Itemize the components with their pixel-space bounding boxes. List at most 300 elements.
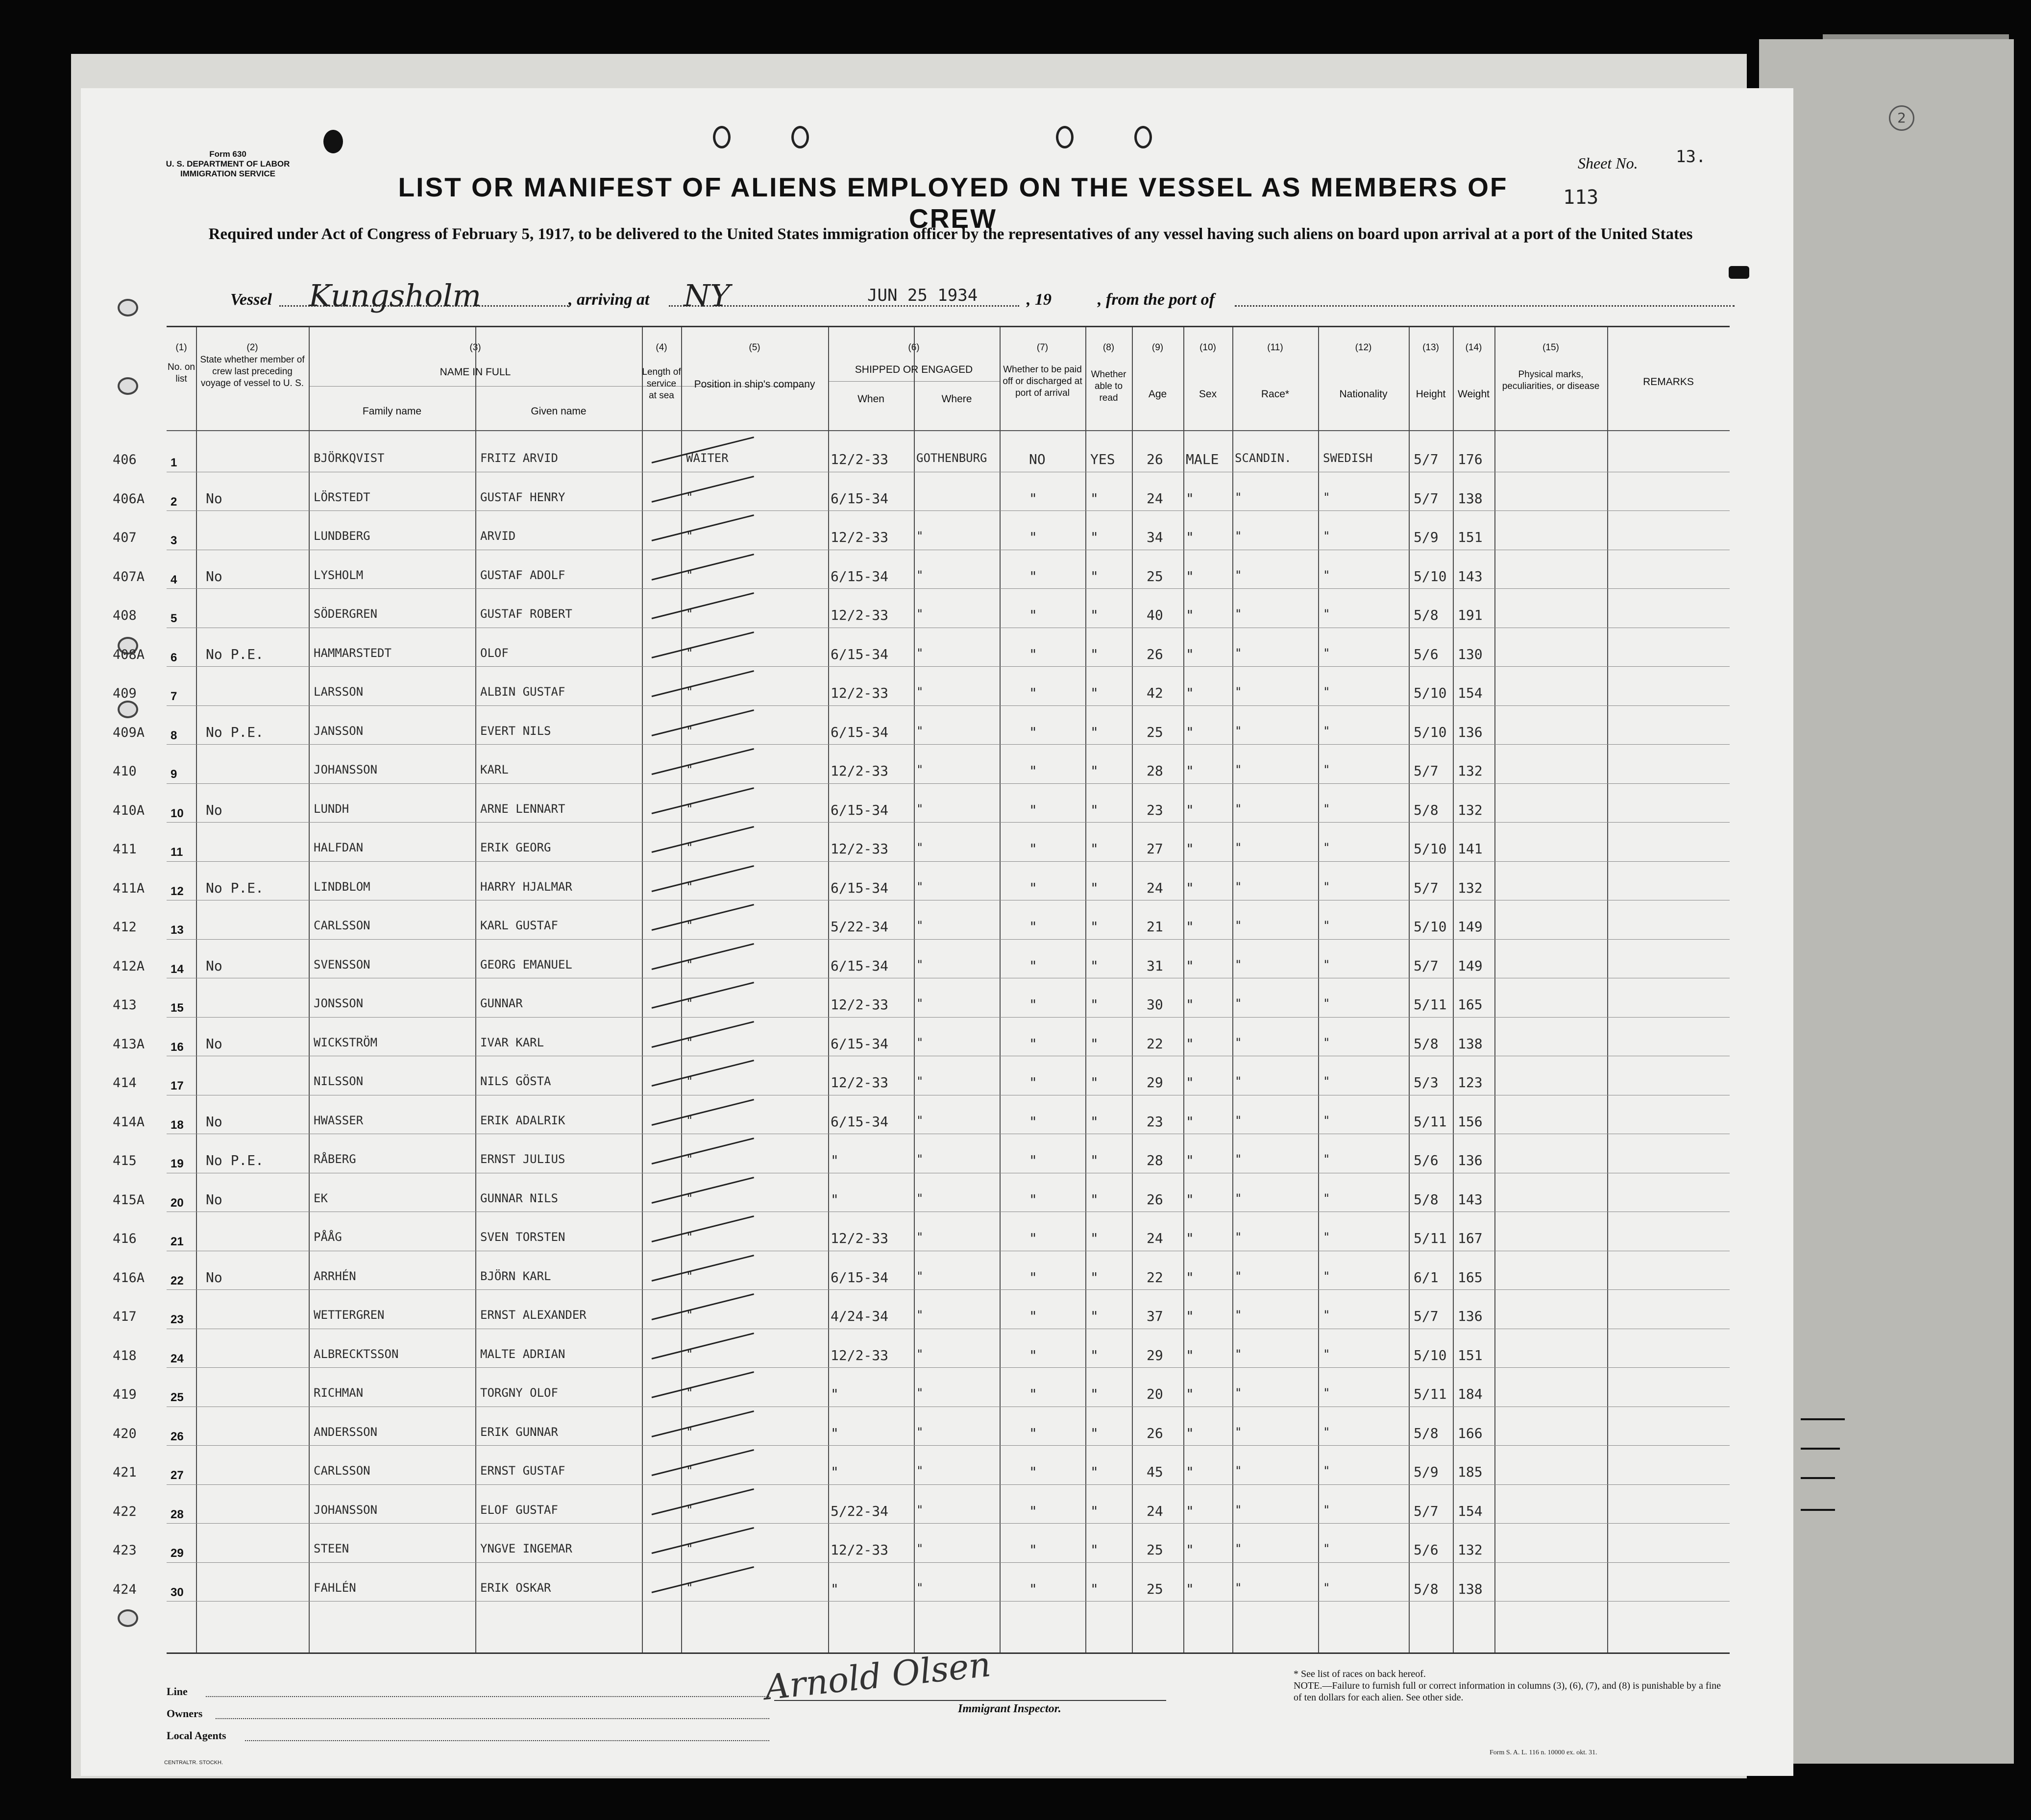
shipped-where-cell: " <box>916 996 924 1010</box>
able-to-read-cell: " <box>1090 724 1099 740</box>
given-name-cell: GUNNAR NILS <box>480 1191 558 1205</box>
family-name-cell: ARRHÉN <box>314 1269 356 1283</box>
row-number: 26 <box>171 1430 184 1443</box>
given-name-cell: ERNST JULIUS <box>480 1152 565 1166</box>
height-cell: 5/8 <box>1414 1580 1439 1597</box>
table-row <box>113 1367 1730 1406</box>
position-cell: " <box>686 1074 693 1088</box>
shipped-when-cell: 12/2-33 <box>831 529 889 545</box>
weight-cell: 165 <box>1458 1269 1483 1286</box>
service-length-stroke <box>652 670 754 697</box>
side-hole <box>118 701 138 718</box>
age-cell: 24 <box>1147 879 1163 896</box>
given-name-cell: KARL GUSTAF <box>480 919 558 932</box>
weight-cell: 138 <box>1458 1580 1483 1597</box>
margin-number: 423 <box>113 1543 137 1558</box>
local-agents-label: Local Agents <box>167 1729 226 1742</box>
paid-off-cell: " <box>1029 763 1037 779</box>
position-cell: " <box>686 1230 693 1244</box>
nationality-cell: " <box>1323 801 1330 816</box>
position-cell: " <box>686 1503 693 1517</box>
shipped-where-cell: " <box>916 646 924 660</box>
col9-number: (9) <box>1151 342 1164 353</box>
nationality-cell: " <box>1323 1542 1330 1555</box>
from-port-label: , from the port of <box>1098 291 1215 309</box>
margin-number: 420 <box>113 1426 137 1441</box>
weight-cell: 166 <box>1458 1425 1483 1441</box>
paid-off-cell: " <box>1029 879 1037 896</box>
position-cell: " <box>686 685 693 699</box>
margin-number: 416 <box>113 1231 137 1246</box>
paid-off-cell: " <box>1029 490 1037 507</box>
able-to-read-cell: " <box>1090 1347 1099 1363</box>
row-number: 30 <box>171 1585 184 1599</box>
row-number: 7 <box>171 690 177 703</box>
position-cell: " <box>686 879 693 894</box>
height-cell: 5/3 <box>1414 1074 1439 1091</box>
edge-mark <box>1801 1509 1835 1511</box>
year-label: , 19 <box>1027 291 1052 309</box>
table-row <box>113 510 1730 549</box>
able-to-read-cell: " <box>1090 1152 1099 1168</box>
shipped-when-cell: " <box>831 1386 839 1402</box>
shipped-where-cell: " <box>916 957 924 971</box>
race-cell: " <box>1235 801 1242 816</box>
weight-cell: 154 <box>1458 1503 1483 1519</box>
nationality-cell: " <box>1323 1152 1330 1166</box>
sex-cell: " <box>1186 1308 1194 1324</box>
service-length-stroke <box>652 1488 754 1515</box>
shipped-when-cell: 6/15-34 <box>831 646 889 662</box>
margin-number: 411 <box>113 842 137 857</box>
given-name-cell: ERIK GEORG <box>480 841 551 854</box>
age-cell: 24 <box>1147 1230 1163 1246</box>
race-cell: " <box>1235 1113 1242 1127</box>
paid-off-cell: " <box>1029 1113 1037 1130</box>
service-length-stroke <box>652 1410 754 1437</box>
weight-cell: 149 <box>1458 919 1483 935</box>
paid-off-cell: " <box>1029 685 1037 701</box>
shipped-when-cell: " <box>831 1464 839 1480</box>
position-cell: " <box>686 957 693 971</box>
row-rule <box>167 1601 1730 1602</box>
col7-header: Whether to be paid off or discharged at port of arrival <box>1003 364 1082 398</box>
table-row <box>113 1329 1730 1367</box>
shipped-when-cell: 6/15-34 <box>831 879 889 896</box>
family-name-cell: EK <box>314 1191 328 1205</box>
age-cell: 40 <box>1147 607 1163 623</box>
given-name-cell: HARRY HJALMAR <box>480 879 572 894</box>
family-name-cell: LARSSON <box>314 685 364 699</box>
nationality-cell: " <box>1323 1074 1330 1088</box>
height-cell: 5/11 <box>1414 1230 1447 1246</box>
weight-cell: 138 <box>1458 490 1483 507</box>
height-cell: 5/9 <box>1414 529 1439 545</box>
race-cell: " <box>1235 919 1242 932</box>
age-cell: 26 <box>1147 451 1163 467</box>
race-header: Race* <box>1261 388 1290 400</box>
side-hole <box>118 1609 138 1627</box>
previous-voyage-cell: No <box>206 490 222 507</box>
position-cell: " <box>686 1308 693 1322</box>
able-to-read-cell: " <box>1090 879 1099 896</box>
shipped-where-cell: " <box>916 1035 924 1049</box>
age-cell: 20 <box>1147 1386 1163 1402</box>
table-row <box>113 861 1730 900</box>
height-cell: 5/11 <box>1414 996 1447 1013</box>
family-name-cell: BJÖRKQVIST <box>314 451 385 465</box>
sex-cell: " <box>1186 957 1194 974</box>
shipped-when-cell: 12/2-33 <box>831 451 889 467</box>
table-row <box>113 1017 1730 1056</box>
age-cell: 25 <box>1147 1580 1163 1597</box>
height-cell: 5/7 <box>1414 1308 1439 1324</box>
able-to-read-cell: " <box>1090 490 1099 507</box>
age-cell: 26 <box>1147 1191 1163 1208</box>
paid-off-cell: " <box>1029 724 1037 740</box>
margin-number: 407A <box>113 569 145 584</box>
position-cell: " <box>686 996 693 1010</box>
sex-cell: " <box>1186 724 1194 740</box>
weight-cell: 136 <box>1458 1308 1483 1324</box>
row-number: 5 <box>171 612 177 625</box>
row-number: 12 <box>171 884 184 898</box>
position-cell: " <box>686 529 693 543</box>
sex-cell: " <box>1186 841 1194 857</box>
service-length-stroke <box>652 826 754 853</box>
able-to-read-cell: " <box>1090 607 1099 623</box>
given-name-cell: ERIK GUNNAR <box>480 1425 558 1439</box>
margin-number: 410A <box>113 802 145 818</box>
margin-number: 415A <box>113 1192 145 1208</box>
given-name-cell: NILS GÖSTA <box>480 1074 551 1088</box>
signature-line <box>774 1700 1166 1701</box>
sex-cell: " <box>1186 1425 1194 1441</box>
shipped-where-cell: GOTHENBURG <box>916 451 987 465</box>
sex-cell: " <box>1186 763 1194 779</box>
previous-voyage-cell: No <box>206 568 222 584</box>
nationality-cell: " <box>1323 724 1330 738</box>
able-to-read-cell: " <box>1090 841 1099 857</box>
age-cell: 45 <box>1147 1464 1163 1480</box>
margin-number: 414A <box>113 1114 145 1130</box>
race-cell: " <box>1235 1542 1242 1555</box>
sex-cell: " <box>1186 1386 1194 1402</box>
sex-cell: " <box>1186 1035 1194 1052</box>
page-title: LIST OR MANIFEST OF ALIENS EMPLOYED ON THE VESSEL AS MEMBERS OF CREW <box>398 172 1508 234</box>
race-cell: " <box>1235 1308 1242 1322</box>
row-number: 2 <box>171 495 177 509</box>
col7-number: (7) <box>1036 342 1049 353</box>
nationality-cell: " <box>1323 1113 1330 1127</box>
weight-cell: 151 <box>1458 1347 1483 1363</box>
row-number: 17 <box>171 1079 184 1092</box>
margin-number: 412A <box>113 958 145 974</box>
age-cell: 37 <box>1147 1308 1163 1324</box>
nationality-cell: " <box>1323 841 1330 854</box>
edge-mark <box>1801 1477 1835 1479</box>
table-row <box>113 822 1730 861</box>
race-cell: " <box>1235 1191 1242 1205</box>
weight-cell: 185 <box>1458 1464 1483 1480</box>
previous-voyage-cell: No <box>206 1269 222 1286</box>
shipped-where-cell: " <box>916 1503 924 1517</box>
service-length-stroke <box>652 1527 754 1554</box>
col2-number: (2) <box>246 342 258 353</box>
shipped-when-cell: 6/15-34 <box>831 1269 889 1286</box>
sex-cell: " <box>1186 1347 1194 1363</box>
paid-off-cell: " <box>1029 841 1037 857</box>
col11-number: (11) <box>1267 342 1283 353</box>
given-name-cell: ELOF GUSTAF <box>480 1503 558 1517</box>
nationality-cell: " <box>1323 1269 1330 1283</box>
paid-off-cell: " <box>1029 1074 1037 1091</box>
position-cell: " <box>686 1425 693 1439</box>
service-length-stroke <box>652 865 754 892</box>
nationality-cell: " <box>1323 996 1330 1010</box>
weight-cell: 132 <box>1458 1542 1483 1558</box>
height-cell: 5/8 <box>1414 1425 1439 1441</box>
arriving-label: , arriving at <box>568 291 650 309</box>
shipped-when-cell: 12/2-33 <box>831 996 889 1013</box>
shipped-where-cell: " <box>916 1347 924 1361</box>
service-length-stroke <box>652 787 754 814</box>
given-name-cell: TORGNY OLOF <box>480 1386 558 1400</box>
given-name-cell: GUSTAF HENRY <box>480 490 565 504</box>
paid-off-cell: " <box>1029 1035 1037 1052</box>
table-row <box>113 900 1730 939</box>
age-cell: 27 <box>1147 841 1163 857</box>
table-row <box>113 1523 1730 1562</box>
service-length-stroke <box>652 514 754 541</box>
position-cell: " <box>686 1386 693 1400</box>
age-cell: 25 <box>1147 1542 1163 1558</box>
given-name-cell: YNGVE INGEMAR <box>480 1542 572 1555</box>
race-cell: " <box>1235 996 1242 1010</box>
service-length-stroke <box>652 1177 754 1204</box>
sex-cell: " <box>1186 996 1194 1013</box>
family-name-cell: WETTERGREN <box>314 1308 385 1322</box>
nationality-cell: " <box>1323 607 1330 621</box>
nationality-cell: " <box>1323 1191 1330 1205</box>
sex-cell: " <box>1186 1542 1194 1558</box>
form-department: U. S. DEPARTMENT OF LABOR <box>166 159 290 169</box>
sheet-number-label: Sheet No. <box>1578 154 1638 172</box>
able-to-read-cell: " <box>1090 1269 1099 1286</box>
height-cell: 6/1 <box>1414 1269 1439 1286</box>
family-name-cell: LYSHOLM <box>314 568 364 582</box>
sex-cell: MALE <box>1186 451 1219 467</box>
sex-cell: " <box>1186 1113 1194 1130</box>
paid-off-cell: " <box>1029 1542 1037 1558</box>
punch-hole <box>1134 126 1152 148</box>
paid-off-cell: " <box>1029 1386 1037 1402</box>
weight-cell: 156 <box>1458 1113 1483 1130</box>
line-label: Line <box>167 1685 188 1698</box>
able-to-read-cell: " <box>1090 1464 1099 1480</box>
height-cell: 5/8 <box>1414 1035 1439 1052</box>
weight-cell: 143 <box>1458 568 1483 584</box>
family-name-cell: NILSSON <box>314 1074 364 1088</box>
able-to-read-cell: " <box>1090 1230 1099 1246</box>
age-cell: 28 <box>1147 763 1163 779</box>
owners-label: Owners <box>167 1707 203 1720</box>
table-row <box>113 744 1730 783</box>
position-cell: " <box>686 1191 693 1205</box>
service-length-stroke <box>652 554 754 581</box>
age-cell: 34 <box>1147 529 1163 545</box>
shipped-where-cell: " <box>916 1113 924 1127</box>
nationality-cell: " <box>1323 1308 1330 1322</box>
able-to-read-cell: " <box>1090 1503 1099 1519</box>
shipped-where-cell: " <box>916 841 924 854</box>
position-cell: " <box>686 1152 693 1166</box>
corner-page-mark: 2 <box>1889 105 1914 131</box>
vessel-dots <box>279 305 568 307</box>
sheet-handwritten-number: 113 <box>1563 186 1599 209</box>
race-cell: " <box>1235 957 1242 971</box>
paid-off-cell: " <box>1029 801 1037 818</box>
height-cell: 5/7 <box>1414 763 1439 779</box>
service-length-stroke <box>652 1255 754 1282</box>
service-length-stroke <box>652 1449 754 1476</box>
weight-cell: 132 <box>1458 763 1483 779</box>
row-number: 10 <box>171 806 184 820</box>
position-cell: " <box>686 1542 693 1555</box>
race-cell: " <box>1235 1425 1242 1439</box>
given-name-cell: ALBIN GUSTAF <box>480 685 565 699</box>
weight-cell: 136 <box>1458 724 1483 740</box>
service-length-stroke <box>652 982 754 1009</box>
weight-cell: 149 <box>1458 957 1483 974</box>
height-cell: 5/8 <box>1414 607 1439 623</box>
shipped-when-cell: 12/2-33 <box>831 1230 889 1246</box>
height-cell: 5/11 <box>1414 1113 1447 1130</box>
race-cell: " <box>1235 1269 1242 1283</box>
race-cell: " <box>1235 685 1242 699</box>
shipped-when-cell: 12/2-33 <box>831 763 889 779</box>
row-number: 27 <box>171 1469 184 1482</box>
sex-cell: " <box>1186 490 1194 507</box>
sex-cell: " <box>1186 685 1194 701</box>
nationality-cell: " <box>1323 646 1330 660</box>
able-to-read-cell: " <box>1090 919 1099 935</box>
row-number: 14 <box>171 962 184 976</box>
weight-cell: 138 <box>1458 1035 1483 1052</box>
sex-cell: " <box>1186 919 1194 935</box>
paid-off-cell: " <box>1029 529 1037 545</box>
previous-voyage-cell: No <box>206 1035 222 1052</box>
nationality-cell: " <box>1323 529 1330 543</box>
table-row <box>113 1484 1730 1523</box>
family-name-cell: JANSSON <box>314 724 364 738</box>
age-cell: 21 <box>1147 919 1163 935</box>
shipped-when-cell: " <box>831 1580 839 1597</box>
height-cell: 5/7 <box>1414 451 1439 467</box>
race-cell: " <box>1235 763 1242 777</box>
margin-number: 416A <box>113 1270 145 1286</box>
paid-off-cell: " <box>1029 1347 1037 1363</box>
previous-voyage-cell: No <box>206 801 222 818</box>
race-cell: " <box>1235 490 1242 504</box>
sex-cell: " <box>1186 1152 1194 1168</box>
table-row <box>113 1056 1730 1094</box>
shipped-where-cell: " <box>916 724 924 738</box>
shipped-where-cell: " <box>916 1308 924 1322</box>
table-row <box>113 1445 1730 1484</box>
race-cell: " <box>1235 646 1242 660</box>
previous-voyage-cell: No P.E. <box>206 1152 264 1168</box>
inspector-label: Immigrant Inspector. <box>958 1702 1061 1715</box>
nationality-cell: " <box>1323 879 1330 894</box>
given-name-cell: FRITZ ARVID <box>480 451 558 465</box>
shipped-where-cell: " <box>916 1230 924 1244</box>
given-name-header: Given name <box>531 406 587 417</box>
position-cell: " <box>686 801 693 816</box>
nationality-cell: " <box>1323 957 1330 971</box>
height-cell: 5/7 <box>1414 1503 1439 1519</box>
vessel-name: Kungsholm <box>309 278 482 314</box>
able-to-read-cell: " <box>1090 529 1099 545</box>
race-cell: " <box>1235 1230 1242 1244</box>
table-row <box>113 1134 1730 1172</box>
age-cell: 22 <box>1147 1269 1163 1286</box>
family-name-cell: CARLSSON <box>314 919 370 932</box>
given-name-cell: GUNNAR <box>480 996 523 1010</box>
able-to-read-cell: " <box>1090 1035 1099 1052</box>
col3-number: (3) <box>469 342 481 353</box>
row-number: 28 <box>171 1507 184 1521</box>
family-name-cell: ALBRECKTSSON <box>314 1347 399 1361</box>
paid-off-cell: " <box>1029 1425 1037 1441</box>
shipped-when-cell: 12/2-33 <box>831 685 889 701</box>
shipped-when-cell: 12/2-33 <box>831 1347 889 1363</box>
vessel-label: Vessel <box>230 291 272 309</box>
shipped-where-cell: " <box>916 1074 924 1088</box>
nationality-cell: " <box>1323 1425 1330 1439</box>
given-name-cell: KARL <box>480 763 509 777</box>
previous-voyage-cell: No <box>206 957 222 974</box>
given-name-cell: MALTE ADRIAN <box>480 1347 565 1361</box>
weight-cell: 130 <box>1458 646 1483 662</box>
given-name-cell: GUSTAF ROBERT <box>480 607 572 621</box>
service-length-stroke <box>652 709 754 736</box>
able-to-read-cell: " <box>1090 1074 1099 1091</box>
paper-stack-edge <box>1759 39 2014 1764</box>
sex-cell: " <box>1186 1503 1194 1519</box>
position-cell: " <box>686 1113 693 1127</box>
service-length-stroke <box>652 592 754 619</box>
height-cell: 5/10 <box>1414 685 1447 701</box>
weight-cell: 151 <box>1458 529 1483 545</box>
row-number: 29 <box>171 1547 184 1560</box>
nationality-cell: " <box>1323 685 1330 699</box>
sex-cell: " <box>1186 1464 1194 1480</box>
position-cell: " <box>686 1035 693 1049</box>
given-name-cell: GEORG EMANUEL <box>480 957 572 971</box>
given-name-cell: SVEN TORSTEN <box>480 1230 565 1244</box>
shipped-where-cell: " <box>916 1464 924 1478</box>
given-name-cell: ARVID <box>480 529 516 543</box>
weight-cell: 132 <box>1458 879 1483 896</box>
sex-header: Sex <box>1199 388 1217 400</box>
height-cell: 5/6 <box>1414 1542 1439 1558</box>
row-number: 19 <box>171 1157 184 1170</box>
col4-number: (4) <box>656 342 667 353</box>
weight-cell: 165 <box>1458 996 1483 1013</box>
race-cell: " <box>1235 1503 1242 1517</box>
age-header: Age <box>1148 388 1167 400</box>
